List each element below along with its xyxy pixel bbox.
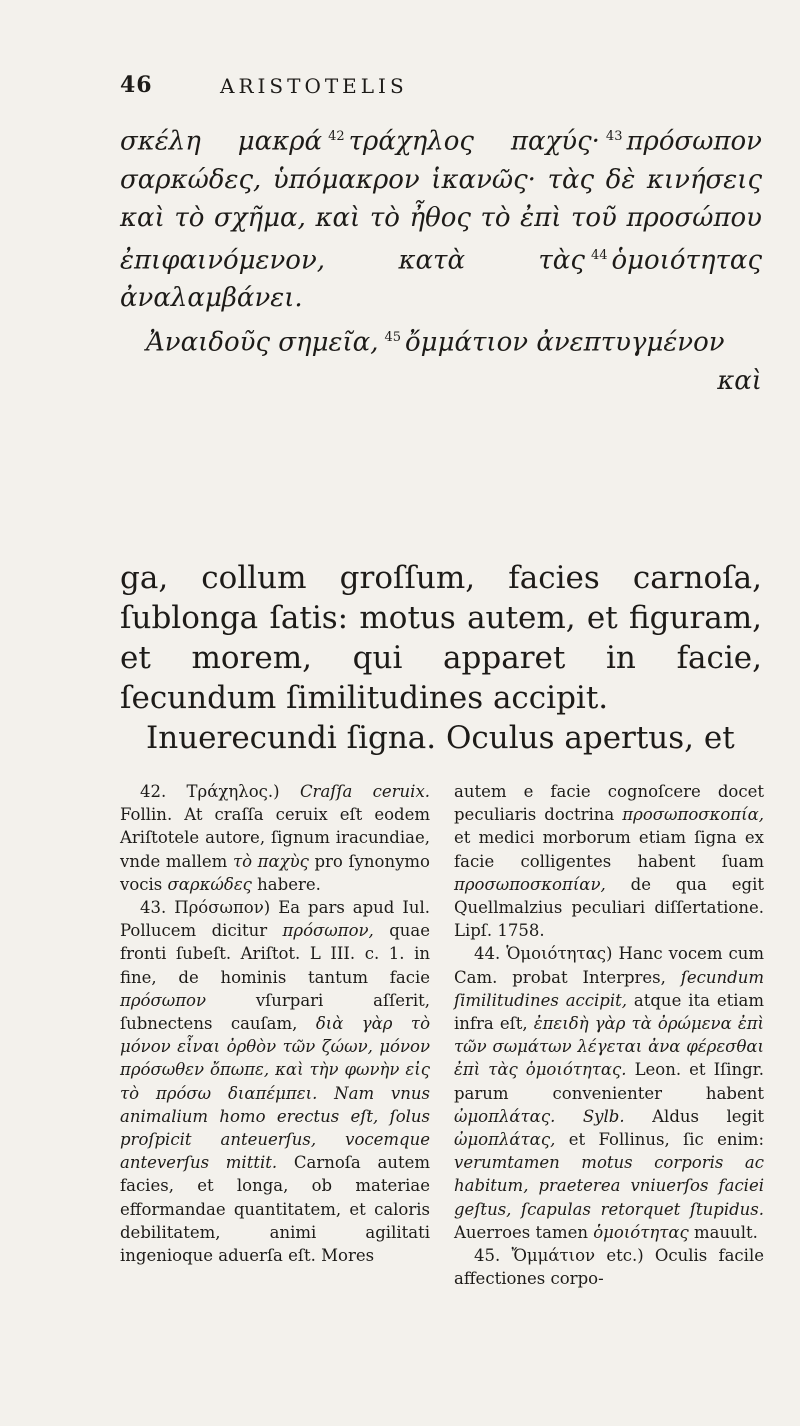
note-ref-43: 43 [605,129,623,144]
catchword: καὶ [717,365,762,396]
note-ref-45: 45 [384,330,402,346]
greek-paragraph-2: Ἀναιδοῦς σημεῖα, $^{45}$ ὄμμάτιον ἀνεπτυγμένον [146,327,725,358]
footnotes [120,780,766,1400]
note-43: 43. Πρόσωπον) Ea pars apud Iul. Pollucem dicitur πρόσωπον, quae fronti ſubeſt. Ariſtot. L III. c. 1. in fine, de hominis tantum facie πρόσωπον vſurpari aſſerit, ſubnectens cauſam, διὰ γὰρ τὸ μόνον εἶναι ὀρθὸν τῶν ζώων, μόνον πρόσωθεν ὄπωπε, καὶ τὴν φωνὴν εἰς τὸ πρόσω διαπέμπει. Nam vnus animalium homo erectus eſt, ſolus proſpicit anteuerſus, vocemque anteverſus mittit. Carnoſa autem facies, et longa, ob materiae efformandae quantitatem, et caloris debilitatem, animi agilitati ingenioque aduerſa eſt. Mores [120,898,431,1266]
latin-translation [120,558,762,758]
page-number: 46 [120,72,153,98]
note-43-continued: autem e facie cognoſcere docet peculiaris doctrina προσωποσκοπία, et medici morborum etiam ſigna ex facie colligentes habent ſuam προσωποσκοπίαν, de qua egit Quellmalzius peculiari diſſertatione. Lipſ. 1758. [454,782,765,941]
note-ref-42: 42 [328,129,345,144]
note-45: 45. Ὄμμάτιον etc.) Oculis facile affectiones corpo- [454,1246,764,1289]
note-ref-44: 44 [590,247,608,263]
running-head [120,72,760,102]
greek-main-text [120,118,762,400]
note-42: 42. Τράχηλος.) Craſſa ceruix. Follin. At craſſa ceruix eſt eodem Ariſtotele autore, ſignum iracundiae, vnde mallem τὸ παχὺς pro ſynonymo vocis σαρκώδες habere. [120,782,430,894]
latin-paragraph-2: Inuerecundi ſigna. Oculus apertus, et [146,720,735,756]
running-title: ARISTOTELIS [220,74,408,98]
latin-paragraph-1: ga, collum groſſum, facies carnoſa, ſublonga ſatis: motus autem, et figuram, et morem, qui apparet in facie, ſecundum ſimilitudines accipit. [120,560,762,716]
footnotes-left-column [120,780,430,1267]
greek-paragraph-1: σκέλη μακρά $^{42}$ τράχηλος παχύς· $^{43}$ πρόσωπον σαρκώδες, ὑπόμακρον ἱκανῶς· τὰς δὲ κινήσεις καὶ τὸ σχῆμα, καὶ τὸ ἦθος τὸ ἐπὶ τοῦ προσώπου ἐπιφαινόμενον, κατὰ τὰς $^{44}$ ὁμοιότητας ἀναλαμβάνει. [120,126,762,314]
footnotes-right-column [454,780,764,1290]
note-44: 44. Ὁμοιότητας) Hanc vocem cum Cam. probat Interpres, ſecundum ſimilitudines accipit, atque ita etiam infra eſt, ἐπειδὴ γὰρ τὰ ὀρώμενα ἐπὶ τῶν σωμάτων λέγεται ἀνα φέρεσθαι ἐπὶ τὰς ὁμοιότητας. Leon. et Iſingr. parum convenienter habent ὠμοπλάτας. Sylb. Aldus legit ὠμοπλάτας, et Follinus, ſic enim: verumtamen motus corporis ac habitum, praeterea vniuerſos faciei geſtus, ſcapulas retorquet ſtupidus. Auerroes tamen ὁμοιότητας mauult. [454,944,765,1242]
